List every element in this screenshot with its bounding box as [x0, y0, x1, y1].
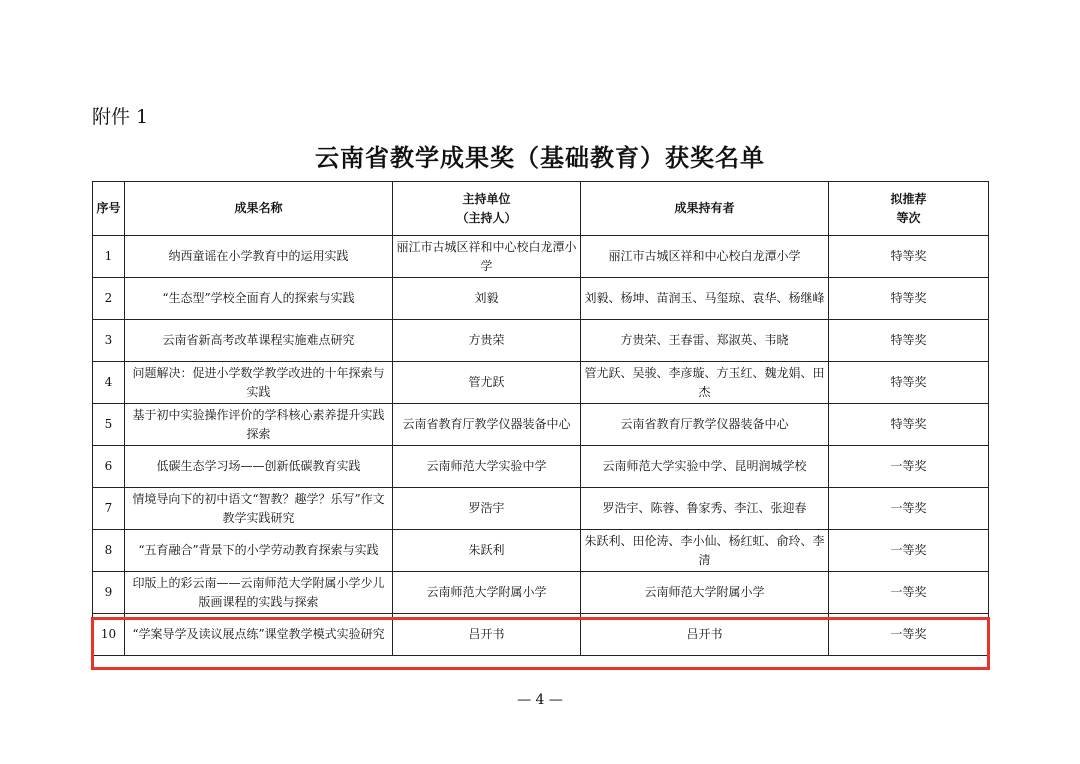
row-level: 一等奖 [829, 572, 989, 614]
header-level [829, 182, 989, 236]
table-row [93, 404, 989, 446]
row-seq: 7 [93, 488, 125, 530]
row-unit: 丽江市古城区祥和中心校白龙潭小学 [393, 236, 581, 278]
row-name: 云南省新高考改革课程实施难点研究 [125, 320, 393, 362]
awards-table [92, 181, 989, 656]
row-unit: 吕开书 [393, 614, 581, 656]
header-holder: 成果持有者 [581, 182, 829, 236]
row-holder: 罗浩宇、陈蓉、鲁家秀、李江、张迎春 [581, 488, 829, 530]
row-seq: 8 [93, 530, 125, 572]
table-row [93, 278, 989, 320]
header-unit [393, 182, 581, 236]
row-seq: 6 [93, 446, 125, 488]
page-number: — 4 — [517, 692, 563, 708]
row-seq: 2 [93, 278, 125, 320]
row-level: 一等奖 [829, 446, 989, 488]
row-seq: 1 [93, 236, 125, 278]
table-row [93, 362, 989, 404]
row-unit: 管尤跃 [393, 362, 581, 404]
row-level: 特等奖 [829, 278, 989, 320]
table-row [93, 488, 989, 530]
header-name: 成果名称 [125, 182, 393, 236]
row-level: 一等奖 [829, 488, 989, 530]
row-name: “五育融合”背景下的小学劳动教育探索与实践 [125, 530, 393, 572]
header-unit-line1: 主持单位 [462, 191, 511, 206]
attachment-label: 附件 1 [92, 106, 149, 128]
row-level: 特等奖 [829, 404, 989, 446]
row-seq: 9 [93, 572, 125, 614]
table-row [93, 446, 989, 488]
row-name: “学案导学及读议展点练”课堂教学模式实验研究 [125, 614, 393, 656]
row-unit: 方贵荣 [393, 320, 581, 362]
table-row-highlighted [93, 614, 989, 656]
table-row [93, 530, 989, 572]
row-name: 纳西童谣在小学教育中的运用实践 [125, 236, 393, 278]
row-holder: 管尤跃、吴骏、李彦璇、方玉红、魏龙娟、田杰 [581, 362, 829, 404]
row-unit: 罗浩宇 [393, 488, 581, 530]
table-row [93, 572, 989, 614]
row-unit: 朱跃利 [393, 530, 581, 572]
table-row [93, 236, 989, 278]
row-name: “生态型”学校全面育人的探索与实践 [125, 278, 393, 320]
row-holder: 刘毅、杨坤、苗润玉、马玺琼、袁华、杨继峰 [581, 278, 829, 320]
row-name: 问题解决：促进小学数学教学改进的十年探索与实践 [125, 362, 393, 404]
document-title: 云南省教学成果奖（基础教育）获奖名单 [315, 143, 765, 172]
row-holder: 云南省教育厅教学仪器装备中心 [581, 404, 829, 446]
row-holder: 丽江市古城区祥和中心校白龙潭小学 [581, 236, 829, 278]
row-name: 低碳生态学习场——创新低碳教育实践 [125, 446, 393, 488]
header-unit-line2: （主持人） [456, 210, 517, 225]
row-seq: 10 [93, 614, 125, 656]
row-level: 一等奖 [829, 530, 989, 572]
row-unit: 云南师范大学附属小学 [393, 572, 581, 614]
row-level: 一等奖 [829, 614, 989, 656]
row-name: 印版上的彩云南——云南师范大学附属小学少儿版画课程的实践与探索 [125, 572, 393, 614]
row-holder: 吕开书 [581, 614, 829, 656]
table-row [93, 320, 989, 362]
table-header-row [93, 182, 989, 236]
row-holder: 云南师范大学实验中学、昆明润城学校 [581, 446, 829, 488]
row-seq: 5 [93, 404, 125, 446]
row-unit: 刘毅 [393, 278, 581, 320]
header-level-line2: 等次 [896, 210, 921, 225]
row-holder: 朱跃利、田伦涛、李小仙、杨红虹、俞玲、李清 [581, 530, 829, 572]
row-unit: 云南省教育厅教学仪器装备中心 [393, 404, 581, 446]
row-seq: 3 [93, 320, 125, 362]
row-level: 特等奖 [829, 362, 989, 404]
header-level-line1: 拟推荐 [890, 191, 927, 206]
row-unit: 云南师范大学实验中学 [393, 446, 581, 488]
row-seq: 4 [93, 362, 125, 404]
header-seq: 序号 [93, 182, 125, 236]
row-holder: 方贵荣、王春雷、郑淑英、韦晓 [581, 320, 829, 362]
row-level: 特等奖 [829, 236, 989, 278]
row-name: 基于初中实验操作评价的学科核心素养提升实践探索 [125, 404, 393, 446]
row-name: 情境导向下的初中语文“智教？趣学？乐写”作文教学实践研究 [125, 488, 393, 530]
row-level: 特等奖 [829, 320, 989, 362]
row-holder: 云南师范大学附属小学 [581, 572, 829, 614]
